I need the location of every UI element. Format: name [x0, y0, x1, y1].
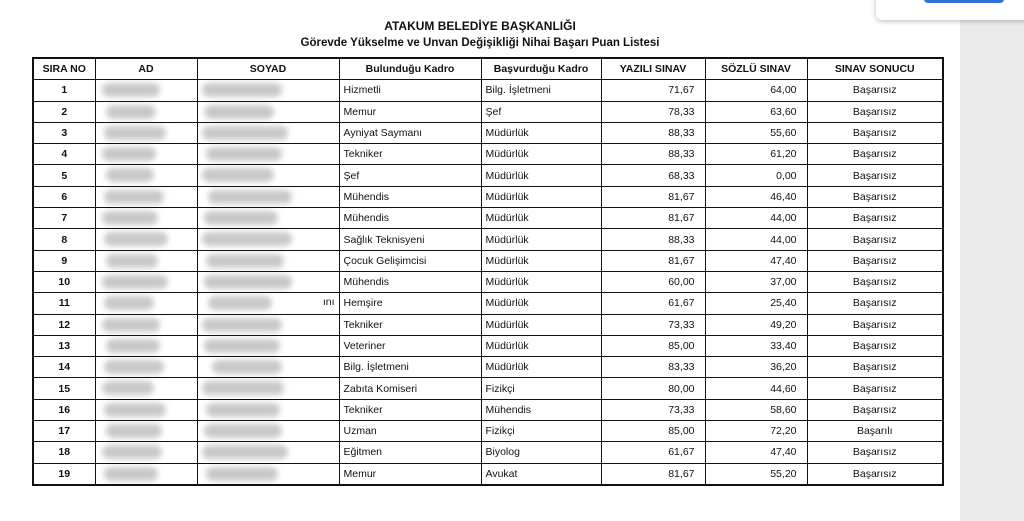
cell-bulundugu-kadro: Tekniker: [339, 144, 481, 165]
cell-ad: [95, 144, 197, 165]
cell-sira-no: 1: [33, 80, 95, 101]
cell-sira-no: 2: [33, 101, 95, 122]
cell-ad: [95, 271, 197, 292]
window-background: [960, 0, 1024, 521]
redacted-name-blur: [206, 147, 282, 161]
redacted-name-blur: [202, 232, 292, 246]
cell-sinav-sonucu: Başarısız: [807, 165, 943, 186]
cell-ad: [95, 314, 197, 335]
cell-ad: [95, 122, 197, 143]
table-row: [33, 122, 943, 143]
cell-soyad: [197, 165, 339, 186]
cell-sinav-sonucu: Başarısız: [807, 378, 943, 399]
redacted-name-blur: [102, 381, 154, 395]
cell-bulundugu-kadro: Tekniker: [339, 314, 481, 335]
cell-sira-no: 4: [33, 144, 95, 165]
cell-basvurdugu-kadro: Müdürlük: [481, 314, 601, 335]
redacted-name-blur: [102, 318, 160, 332]
cell-sira-no: 11: [33, 293, 95, 314]
cell-bulundugu-kadro: Veteriner: [339, 335, 481, 356]
cell-bulundugu-kadro: Mühendis: [339, 186, 481, 207]
cell-sozlu-sinav: 72,20: [705, 421, 807, 442]
cell-sira-no: 17: [33, 421, 95, 442]
cell-sozlu-sinav: 58,60: [705, 399, 807, 420]
cell-soyad: [197, 378, 339, 399]
cell-yazili-sinav: 85,00: [601, 421, 705, 442]
cell-ad: [95, 378, 197, 399]
cell-sinav-sonucu: Başarısız: [807, 314, 943, 335]
header-sozlu-sinav: SÖZLÜ SINAV: [705, 58, 807, 80]
redacted-name-blur: [204, 105, 274, 119]
cell-bulundugu-kadro: Hizmetli: [339, 80, 481, 101]
redacted-name-blur: [206, 403, 280, 417]
header-bulundugu-kadro: Bulunduğu Kadro: [339, 58, 481, 80]
cell-yazili-sinav: 81,67: [601, 186, 705, 207]
cell-sira-no: 13: [33, 335, 95, 356]
cell-basvurdugu-kadro: Şef: [481, 101, 601, 122]
cell-basvurdugu-kadro: Müdürlük: [481, 250, 601, 271]
cell-basvurdugu-kadro: Avukat: [481, 463, 601, 485]
cell-soyad: [197, 335, 339, 356]
redacted-name-blur: [204, 424, 282, 438]
cell-yazili-sinav: 81,67: [601, 463, 705, 485]
redacted-name-blur: [104, 232, 168, 246]
cell-sinav-sonucu: Başarısız: [807, 357, 943, 378]
redacted-name-blur: [102, 147, 156, 161]
cell-soyad: [197, 357, 339, 378]
cell-sinav-sonucu: Başarısız: [807, 144, 943, 165]
cell-ad: [95, 293, 197, 314]
cell-sinav-sonucu: Başarısız: [807, 293, 943, 314]
table-row: [33, 186, 943, 207]
cell-bulundugu-kadro: Zabıta Komiseri: [339, 378, 481, 399]
cell-yazili-sinav: 81,67: [601, 208, 705, 229]
cell-sozlu-sinav: 49,20: [705, 314, 807, 335]
cell-sinav-sonucu: Başarısız: [807, 250, 943, 271]
cell-soyad: [197, 271, 339, 292]
cell-basvurdugu-kadro: Müdürlük: [481, 208, 601, 229]
redacted-name-blur: [102, 275, 168, 289]
table-row: [33, 293, 943, 314]
cell-sinav-sonucu: Başarısız: [807, 399, 943, 420]
cell-yazili-sinav: 68,33: [601, 165, 705, 186]
redacted-name-blur: [104, 296, 154, 310]
cell-soyad: [197, 463, 339, 485]
cell-yazili-sinav: 73,33: [601, 399, 705, 420]
cell-basvurdugu-kadro: Müdürlük: [481, 186, 601, 207]
cell-soyad: [197, 101, 339, 122]
cell-soyad: [197, 399, 339, 420]
cell-sozlu-sinav: 0,00: [705, 165, 807, 186]
cell-bulundugu-kadro: Çocuk Gelişimcisi: [339, 250, 481, 271]
cell-basvurdugu-kadro: Müdürlük: [481, 271, 601, 292]
table-row: [33, 80, 943, 101]
cell-yazili-sinav: 71,67: [601, 80, 705, 101]
popup-panel: [876, 0, 1024, 20]
redacted-name-blur: [102, 211, 158, 225]
cell-ad: [95, 399, 197, 420]
redacted-name-blur: [104, 190, 164, 204]
table-row: [33, 421, 943, 442]
popup-button[interactable]: [924, 0, 1004, 3]
cell-basvurdugu-kadro: Müdürlük: [481, 144, 601, 165]
redacted-name-blur: [204, 275, 292, 289]
table-row: [33, 314, 943, 335]
redacted-name-blur: [104, 126, 166, 140]
cell-ad: [95, 250, 197, 271]
cell-soyad: [197, 144, 339, 165]
redacted-name-blur: [104, 467, 158, 481]
score-table: [32, 57, 944, 486]
cell-sozlu-sinav: 44,00: [705, 208, 807, 229]
cell-sozlu-sinav: 33,40: [705, 335, 807, 356]
cell-bulundugu-kadro: Ayniyat Saymanı: [339, 122, 481, 143]
redacted-name-blur: [206, 254, 284, 268]
redacted-name-blur: [202, 381, 284, 395]
cell-bulundugu-kadro: Uzman: [339, 421, 481, 442]
table-header-row: [33, 58, 943, 80]
table-row: [33, 250, 943, 271]
cell-basvurdugu-kadro: Bilg. İşletmeni: [481, 80, 601, 101]
cell-yazili-sinav: 73,33: [601, 314, 705, 335]
table-row: [33, 229, 943, 250]
cell-sira-no: 7: [33, 208, 95, 229]
cell-sozlu-sinav: 63,60: [705, 101, 807, 122]
cell-yazili-sinav: 88,33: [601, 122, 705, 143]
table-row: [33, 357, 943, 378]
cell-sozlu-sinav: 64,00: [705, 80, 807, 101]
cell-basvurdugu-kadro: Müdürlük: [481, 335, 601, 356]
cell-sinav-sonucu: Başarısız: [807, 271, 943, 292]
cell-basvurdugu-kadro: Müdürlük: [481, 293, 601, 314]
cell-soyad: [197, 122, 339, 143]
cell-sozlu-sinav: 47,40: [705, 250, 807, 271]
redacted-name-blur: [204, 211, 278, 225]
cell-bulundugu-kadro: Memur: [339, 463, 481, 485]
table-row: [33, 378, 943, 399]
cell-ad: [95, 186, 197, 207]
cell-soyad: [197, 229, 339, 250]
cell-sozlu-sinav: 46,40: [705, 186, 807, 207]
cell-sinav-sonucu: Başarısız: [807, 463, 943, 485]
table-row: [33, 208, 943, 229]
cell-sira-no: 19: [33, 463, 95, 485]
cell-bulundugu-kadro: Sağlık Teknisyeni: [339, 229, 481, 250]
cell-ad: [95, 208, 197, 229]
cell-yazili-sinav: 78,33: [601, 101, 705, 122]
cell-sozlu-sinav: 61,20: [705, 144, 807, 165]
cell-sinav-sonucu: Başarısız: [807, 442, 943, 463]
cell-bulundugu-kadro: Memur: [339, 101, 481, 122]
cell-sinav-sonucu: Başarısız: [807, 229, 943, 250]
document-subtitle: Görevde Yükselme ve Unvan Değişikliği Nihai Başarı Puan Listesi: [300, 37, 660, 49]
cell-basvurdugu-kadro: Biyolog: [481, 442, 601, 463]
cell-soyad: [197, 421, 339, 442]
cell-bulundugu-kadro: Şef: [339, 165, 481, 186]
table-row: [33, 144, 943, 165]
redacted-name-blur: [106, 105, 156, 119]
cell-sozlu-sinav: 44,00: [705, 229, 807, 250]
cell-ad: [95, 421, 197, 442]
header-sira-no: SIRA NO: [33, 58, 95, 80]
cell-yazili-sinav: 83,33: [601, 357, 705, 378]
cell-soyad: [197, 186, 339, 207]
cell-yazili-sinav: 61,67: [601, 442, 705, 463]
header-sinav-sonucu: SINAV SONUCU: [807, 58, 943, 80]
table-row: [33, 101, 943, 122]
cell-sozlu-sinav: 25,40: [705, 293, 807, 314]
cell-sira-no: 10: [33, 271, 95, 292]
header-basvurdugu-kadro: Başvurduğu Kadro: [481, 58, 601, 80]
header-soyad: SOYAD: [197, 58, 339, 80]
cell-sozlu-sinav: 44,60: [705, 378, 807, 399]
cell-sozlu-sinav: 36,20: [705, 357, 807, 378]
redacted-name-blur: [212, 360, 282, 374]
redacted-name-blur: [106, 254, 158, 268]
cell-basvurdugu-kadro: Müdürlük: [481, 357, 601, 378]
redacted-name-blur: [208, 190, 292, 204]
redacted-name-blur: [204, 339, 280, 353]
cell-basvurdugu-kadro: Mühendis: [481, 399, 601, 420]
redacted-name-blur: [208, 296, 272, 310]
redacted-name-blur: [106, 424, 162, 438]
redacted-name-blur: [206, 467, 278, 481]
cell-bulundugu-kadro: Eğitmen: [339, 442, 481, 463]
cell-sinav-sonucu: Başarısız: [807, 335, 943, 356]
cell-sozlu-sinav: 37,00: [705, 271, 807, 292]
redacted-name-blur: [104, 403, 166, 417]
cell-bulundugu-kadro: Bilg. İşletmeni: [339, 357, 481, 378]
cell-bulundugu-kadro: Mühendis: [339, 208, 481, 229]
cell-ad: [95, 335, 197, 356]
redacted-name-blur: [104, 360, 164, 374]
cell-sinav-sonucu: Başarısız: [807, 208, 943, 229]
redacted-name-blur: [202, 168, 274, 182]
cell-bulundugu-kadro: Hemşire: [339, 293, 481, 314]
cell-yazili-sinav: 85,00: [601, 335, 705, 356]
header-ad: AD: [95, 58, 197, 80]
cell-basvurdugu-kadro: Müdürlük: [481, 229, 601, 250]
header-yazili-sinav: YAZILI SINAV: [601, 58, 705, 80]
cell-yazili-sinav: 88,33: [601, 229, 705, 250]
redacted-name-blur: [202, 445, 288, 459]
cell-sira-no: 15: [33, 378, 95, 399]
cell-sira-no: 6: [33, 186, 95, 207]
cell-yazili-sinav: 61,67: [601, 293, 705, 314]
soyad-text: ını: [322, 296, 335, 309]
cell-yazili-sinav: 88,33: [601, 144, 705, 165]
cell-ad: [95, 463, 197, 485]
document-title: ATAKUM BELEDİYE BAŞKANLIĞI: [384, 19, 576, 33]
cell-sinav-sonucu: Başarısız: [807, 101, 943, 122]
cell-yazili-sinav: 80,00: [601, 378, 705, 399]
table-row: [33, 271, 943, 292]
table-row: [33, 442, 943, 463]
cell-basvurdugu-kadro: Müdürlük: [481, 122, 601, 143]
cell-sinav-sonucu: Başarısız: [807, 186, 943, 207]
table-row: [33, 463, 943, 485]
cell-ad: [95, 101, 197, 122]
cell-soyad: [197, 442, 339, 463]
cell-soyad: [197, 250, 339, 271]
cell-soyad: [197, 80, 339, 101]
redacted-name-blur: [106, 168, 154, 182]
redacted-name-blur: [202, 83, 282, 97]
cell-bulundugu-kadro: Tekniker: [339, 399, 481, 420]
redacted-name-blur: [106, 339, 160, 353]
cell-sira-no: 12: [33, 314, 95, 335]
cell-sozlu-sinav: 55,60: [705, 122, 807, 143]
redacted-name-blur: [102, 83, 160, 97]
cell-yazili-sinav: 81,67: [601, 250, 705, 271]
table-row: [33, 165, 943, 186]
cell-sinav-sonucu: Başarısız: [807, 122, 943, 143]
cell-yazili-sinav: 60,00: [601, 271, 705, 292]
redacted-name-blur: [102, 445, 162, 459]
cell-sira-no: 3: [33, 122, 95, 143]
cell-sira-no: 8: [33, 229, 95, 250]
cell-soyad: [197, 293, 339, 314]
cell-ad: [95, 357, 197, 378]
table-row: [33, 335, 943, 356]
cell-sira-no: 14: [33, 357, 95, 378]
cell-sira-no: 5: [33, 165, 95, 186]
cell-sira-no: 9: [33, 250, 95, 271]
table-row: [33, 399, 943, 420]
cell-basvurdugu-kadro: Fizikçi: [481, 421, 601, 442]
cell-soyad: [197, 314, 339, 335]
redacted-name-blur: [202, 126, 288, 140]
cell-basvurdugu-kadro: Müdürlük: [481, 165, 601, 186]
cell-sozlu-sinav: 47,40: [705, 442, 807, 463]
cell-ad: [95, 442, 197, 463]
cell-basvurdugu-kadro: Fizikçi: [481, 378, 601, 399]
cell-sozlu-sinav: 55,20: [705, 463, 807, 485]
cell-sinav-sonucu: Başarılı: [807, 421, 943, 442]
cell-bulundugu-kadro: Mühendis: [339, 271, 481, 292]
cell-ad: [95, 165, 197, 186]
cell-sinav-sonucu: Başarısız: [807, 80, 943, 101]
cell-ad: [95, 229, 197, 250]
cell-soyad: [197, 208, 339, 229]
cell-ad: [95, 80, 197, 101]
cell-sira-no: 18: [33, 442, 95, 463]
cell-sira-no: 16: [33, 399, 95, 420]
redacted-name-blur: [202, 318, 282, 332]
